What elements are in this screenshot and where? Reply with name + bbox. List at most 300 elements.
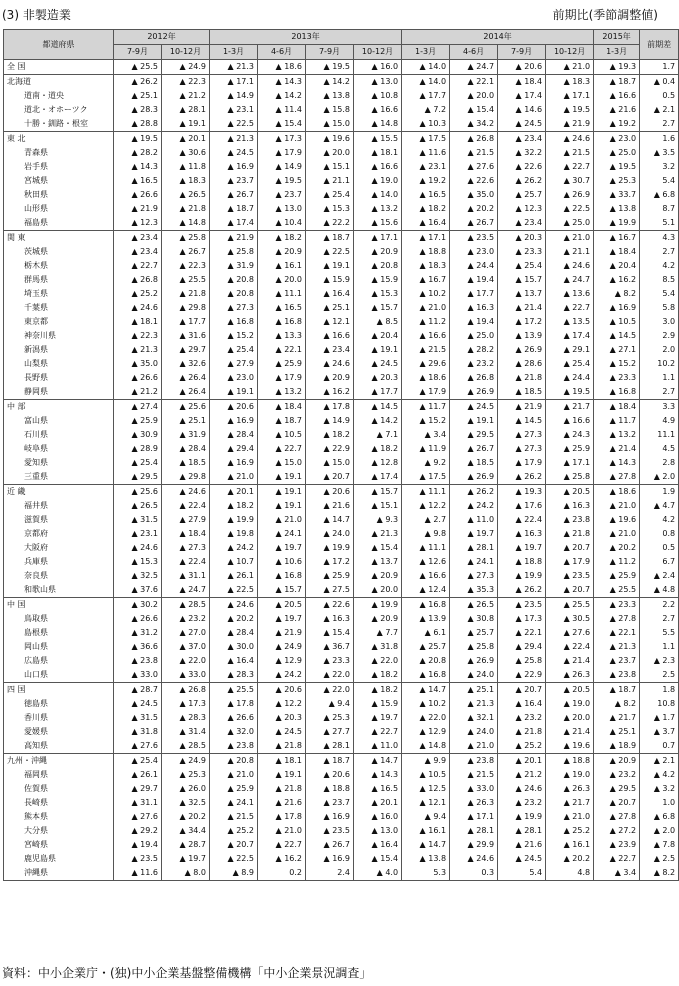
value-cell: ▲ 18.6 [402,371,450,385]
value-cell: ▲ 15.9 [354,697,402,711]
value-cell: ▲ 16.8 [210,315,258,329]
value-cell: ▲ 37.0 [162,640,210,654]
value-cell: ▲ 24.7 [450,60,498,75]
value-cell: ▲ 25.3 [306,711,354,725]
table-row [4,146,679,160]
row-label: 関 東 [4,231,114,246]
value-cell: ▲ 20.4 [354,329,402,343]
value-cell: ▲ 21.6 [258,796,306,810]
value-cell: ▲ 21.5 [450,146,498,160]
value-cell: ▲ 16.4 [354,838,402,852]
value-cell: ▲ 25.8 [210,245,258,259]
value-cell: ▲ 30.8 [450,612,498,626]
value-cell: ▲ 16.3 [546,499,594,513]
value-cell: ▲ 25.7 [498,188,546,202]
value-cell: ▲ 22.5 [306,245,354,259]
value-cell: ▲ 17.6 [498,499,546,513]
value-cell: ▲ 25.9 [546,442,594,456]
value-cell: ▲ 20.8 [210,754,258,769]
value-cell: ▲ 31.9 [162,428,210,442]
row-label: 静岡県 [4,385,114,400]
value-cell: ▲ 16.6 [306,329,354,343]
diff-cell: ▲ 2.4 [640,569,679,583]
value-cell: ▲ 24.7 [162,583,210,598]
value-cell: ▲ 13.0 [354,75,402,90]
value-cell: ▲ 22.3 [162,75,210,90]
value-cell: ▲ 31.9 [210,259,258,273]
quarter-header: 10-12月 [354,45,402,60]
value-cell: ▲ 12.9 [402,725,450,739]
value-cell: ▲ 21.8 [162,287,210,301]
value-cell: ▲ 32.6 [162,357,210,371]
value-cell: ▲ 14.0 [402,60,450,75]
year-header-2013: 2013年 [210,30,402,45]
value-cell: ▲ 27.3 [498,442,546,456]
value-cell: ▲ 25.4 [114,754,162,769]
value-cell: ▲ 13.8 [402,852,450,866]
value-cell: ▲ 19.9 [498,810,546,824]
value-cell: ▲ 19.7 [258,541,306,555]
value-cell: ▲ 8.0 [162,866,210,881]
value-cell: ▲ 19.1 [450,414,498,428]
value-cell: ▲ 27.3 [162,541,210,555]
value-cell: ▲ 33.0 [162,668,210,683]
table-row [4,768,679,782]
value-cell: ▲ 27.6 [450,160,498,174]
diff-cell: 4.2 [640,513,679,527]
row-label: 奈良県 [4,569,114,583]
value-cell: 5.4 [498,866,546,881]
value-cell: ▲ 15.7 [498,273,546,287]
value-cell: ▲ 20.8 [402,654,450,668]
value-cell: ▲ 24.2 [450,499,498,513]
value-cell: ▲ 24.6 [210,598,258,613]
region-row [4,231,679,246]
value-cell: ▲ 14.9 [258,160,306,174]
value-cell: ▲ 28.5 [162,598,210,613]
value-cell: ▲ 20.7 [210,838,258,852]
value-cell: ▲ 12.9 [258,654,306,668]
value-cell: ▲ 24.6 [162,485,210,500]
value-cell: ▲ 21.4 [546,725,594,739]
diff-cell: ▲ 6.8 [640,810,679,824]
value-cell: ▲ 24.5 [114,697,162,711]
value-cell: ▲ 31.5 [114,711,162,725]
value-cell: ▲ 36.6 [114,640,162,654]
value-cell: ▲ 11.0 [450,513,498,527]
value-cell: ▲ 23.7 [210,174,258,188]
table-row [4,612,679,626]
value-cell: ▲ 22.0 [354,654,402,668]
value-cell: ▲ 29.5 [594,782,640,796]
row-label: 徳島県 [4,697,114,711]
value-cell: ▲ 25.4 [210,343,258,357]
value-cell: ▲ 18.5 [450,456,498,470]
value-cell: ▲ 14.2 [306,75,354,90]
value-cell: ▲ 15.0 [306,456,354,470]
value-cell: ▲ 25.4 [306,188,354,202]
table-row [4,245,679,259]
value-cell: ▲ 11.1 [258,287,306,301]
value-cell: ▲ 13.2 [594,428,640,442]
value-cell: ▲ 29.4 [498,640,546,654]
value-cell: ▲ 19.1 [258,768,306,782]
row-label: 山形県 [4,202,114,216]
region-row [4,60,679,75]
value-cell: ▲ 10.7 [210,555,258,569]
value-cell: ▲ 21.3 [354,527,402,541]
table-row [4,371,679,385]
value-cell: ▲ 26.5 [162,188,210,202]
value-cell: ▲ 14.2 [258,89,306,103]
value-cell: ▲ 10.2 [402,697,450,711]
diff-cell: 2.7 [640,385,679,400]
table-row [4,640,679,654]
value-cell: ▲ 18.2 [402,202,450,216]
value-cell: ▲ 33.7 [594,188,640,202]
value-cell: ▲ 32.0 [210,725,258,739]
value-cell: ▲ 22.7 [546,301,594,315]
row-label: 全 国 [4,60,114,75]
value-cell: ▲ 21.8 [162,202,210,216]
value-cell: ▲ 18.2 [354,442,402,456]
value-cell: ▲ 23.0 [450,245,498,259]
value-cell: ▲ 19.7 [450,527,498,541]
value-cell: ▲ 25.7 [402,640,450,654]
diff-cell: 4.9 [640,414,679,428]
value-cell: ▲ 16.0 [354,810,402,824]
quarter-header: 7-9月 [498,45,546,60]
value-cell: 5.3 [402,866,450,881]
value-cell: ▲ 25.4 [546,357,594,371]
value-cell: ▲ 24.5 [354,357,402,371]
row-label: 大分県 [4,824,114,838]
diff-cell: 2.2 [640,598,679,613]
value-cell: ▲ 10.5 [258,428,306,442]
row-label: 高知県 [4,739,114,754]
value-cell: ▲ 27.3 [498,428,546,442]
value-cell: ▲ 24.5 [498,117,546,132]
table-row [4,725,679,739]
row-label: 群馬県 [4,273,114,287]
value-cell: ▲ 23.4 [498,216,546,231]
value-cell: ▲ 23.5 [546,569,594,583]
value-cell: ▲ 19.8 [210,527,258,541]
value-cell: ▲ 15.9 [354,273,402,287]
value-cell: ▲ 26.2 [498,583,546,598]
quarter-header: 4-6月 [258,45,306,60]
value-cell: ▲ 18.7 [306,754,354,769]
row-label: 十勝・釧路・根室 [4,117,114,132]
value-cell: ▲ 27.3 [210,301,258,315]
value-cell: ▲ 28.1 [306,739,354,754]
value-cell: ▲ 23.5 [114,852,162,866]
value-cell: ▲ 18.3 [546,75,594,90]
value-cell: ▲ 20.3 [258,711,306,725]
value-cell: ▲ 11.6 [114,866,162,881]
row-label: 富山県 [4,414,114,428]
value-cell: ▲ 23.2 [498,711,546,725]
value-cell: ▲ 25.0 [594,146,640,160]
value-cell: ▲ 33.0 [450,782,498,796]
value-cell: ▲ 13.6 [546,287,594,301]
value-cell: ▲ 17.1 [354,231,402,246]
value-cell: ▲ 20.6 [258,683,306,698]
value-cell: ▲ 10.4 [258,216,306,231]
value-cell: ▲ 23.8 [546,513,594,527]
value-cell: ▲ 21.6 [306,499,354,513]
value-cell: ▲ 26.9 [546,188,594,202]
value-cell: ▲ 21.2 [114,385,162,400]
value-cell: ▲ 20.9 [354,612,402,626]
diff-cell: 4.5 [640,442,679,456]
value-cell: ▲ 23.7 [306,796,354,810]
value-cell: ▲ 22.4 [162,555,210,569]
diff-cell: ▲ 2.0 [640,824,679,838]
value-cell: ▲ 21.5 [546,146,594,160]
value-cell: ▲ 23.9 [594,838,640,852]
value-cell: ▲ 19.9 [210,513,258,527]
value-cell: ▲ 22.1 [594,626,640,640]
value-cell: ▲ 31.1 [162,569,210,583]
table-row [4,626,679,640]
value-cell: ▲ 19.5 [258,174,306,188]
value-cell: ▲ 26.1 [114,768,162,782]
value-cell: ▲ 22.9 [306,442,354,456]
value-cell: ▲ 18.8 [546,754,594,769]
value-cell: ▲ 18.5 [498,385,546,400]
value-cell: ▲ 19.0 [354,174,402,188]
value-cell: ▲ 19.1 [162,117,210,132]
row-label: 福井県 [4,499,114,513]
value-cell: ▲ 22.5 [210,852,258,866]
value-cell: ▲ 27.3 [450,569,498,583]
region-row [4,754,679,769]
table-row [4,259,679,273]
value-cell: ▲ 14.7 [402,683,450,698]
value-cell: ▲ 21.9 [210,231,258,246]
value-cell: ▲ 21.7 [594,711,640,725]
value-cell: ▲ 19.9 [354,598,402,613]
diff-cell: 2.9 [640,329,679,343]
value-cell: ▲ 27.7 [306,725,354,739]
value-cell: ▲ 17.3 [498,612,546,626]
value-cell: ▲ 15.8 [306,103,354,117]
value-cell: ▲ 23.2 [594,768,640,782]
diff-cell: 0.8 [640,527,679,541]
value-cell: ▲ 20.6 [498,60,546,75]
diff-cell: ▲ 2.1 [640,103,679,117]
row-label: 道北・オホーツク [4,103,114,117]
value-cell: ▲ 22.0 [306,668,354,683]
value-cell: ▲ 6.1 [402,626,450,640]
value-cell: ▲ 10.3 [402,117,450,132]
value-cell: ▲ 25.9 [594,569,640,583]
value-cell: ▲ 24.5 [450,400,498,415]
value-cell: ▲ 22.1 [498,626,546,640]
row-label: 鳥取県 [4,612,114,626]
row-label: 愛知県 [4,456,114,470]
row-label: 沖縄県 [4,866,114,881]
value-cell: ▲ 26.7 [210,188,258,202]
value-cell: ▲ 27.6 [114,739,162,754]
value-cell: ▲ 29.2 [114,824,162,838]
diff-cell: 1.9 [640,485,679,500]
row-label: 広島県 [4,654,114,668]
value-cell: ▲ 14.7 [402,838,450,852]
value-cell: ▲ 32.5 [162,796,210,810]
value-cell: ▲ 30.9 [114,428,162,442]
value-cell: ▲ 31.6 [162,329,210,343]
value-cell: ▲ 26.3 [546,782,594,796]
quarter-header: 7-9月 [306,45,354,60]
value-cell: ▲ 35.0 [114,357,162,371]
value-cell: ▲ 20.0 [354,583,402,598]
value-cell: ▲ 25.8 [450,640,498,654]
value-cell: ▲ 19.5 [594,160,640,174]
value-cell: ▲ 23.8 [450,754,498,769]
diff-cell: 4.3 [640,231,679,246]
value-cell: ▲ 22.0 [306,683,354,698]
value-cell: ▲ 18.1 [354,146,402,160]
diff-cell: 0.5 [640,89,679,103]
value-cell: ▲ 21.7 [546,796,594,810]
value-cell: ▲ 15.1 [354,499,402,513]
value-cell: ▲ 25.6 [162,400,210,415]
value-cell: ▲ 28.3 [114,103,162,117]
value-cell: ▲ 20.9 [354,569,402,583]
value-cell: ▲ 26.9 [450,654,498,668]
value-cell: ▲ 28.6 [498,357,546,371]
value-cell: ▲ 19.9 [306,541,354,555]
diff-cell: 5.1 [640,216,679,231]
value-cell: ▲ 21.4 [594,442,640,456]
value-cell: ▲ 11.4 [258,103,306,117]
value-cell: ▲ 27.2 [594,824,640,838]
value-cell: ▲ 28.9 [114,442,162,456]
value-cell: ▲ 17.7 [450,287,498,301]
value-cell: ▲ 21.4 [498,301,546,315]
value-cell: ▲ 26.6 [114,188,162,202]
value-cell: ▲ 21.4 [546,654,594,668]
value-cell: ▲ 28.3 [162,711,210,725]
value-cell: ▲ 26.6 [114,612,162,626]
value-cell: ▲ 16.6 [354,160,402,174]
diff-cell: 0.7 [640,739,679,754]
value-cell: ▲ 18.9 [594,739,640,754]
value-cell: ▲ 17.4 [210,216,258,231]
value-cell: ▲ 26.8 [162,683,210,698]
value-cell: ▲ 18.7 [210,202,258,216]
value-cell: ▲ 23.2 [162,612,210,626]
region-row [4,400,679,415]
value-cell: ▲ 16.8 [402,598,450,613]
value-cell: ▲ 23.5 [450,231,498,246]
table-row [4,414,679,428]
value-cell: ▲ 17.7 [354,385,402,400]
value-cell: ▲ 22.1 [450,75,498,90]
row-label: 山梨県 [4,357,114,371]
value-cell: ▲ 11.9 [402,442,450,456]
value-cell: ▲ 22.3 [114,329,162,343]
value-cell: ▲ 19.1 [258,485,306,500]
value-cell: ▲ 16.3 [306,612,354,626]
value-cell: ▲ 7.2 [402,103,450,117]
table-row [4,555,679,569]
value-cell: ▲ 17.4 [498,89,546,103]
value-cell: ▲ 10.6 [258,555,306,569]
value-cell: ▲ 26.8 [450,132,498,147]
value-cell: ▲ 3.4 [594,866,640,881]
value-cell: ▲ 20.6 [306,485,354,500]
value-cell: ▲ 20.5 [546,683,594,698]
table-row [4,329,679,343]
value-cell: ▲ 25.2 [546,824,594,838]
row-label: 中 国 [4,598,114,613]
value-cell: ▲ 8.2 [594,697,640,711]
table-row [4,428,679,442]
value-cell: ▲ 17.1 [546,456,594,470]
value-cell: ▲ 23.3 [594,598,640,613]
value-cell: ▲ 18.8 [402,245,450,259]
table-row [4,343,679,357]
value-cell: ▲ 17.2 [498,315,546,329]
value-cell: ▲ 21.5 [450,768,498,782]
value-cell: ▲ 20.7 [594,796,640,810]
diff-cell: 2.7 [640,612,679,626]
row-label: 宮城県 [4,174,114,188]
quarter-header: 10-12月 [162,45,210,60]
value-cell: ▲ 13.8 [306,89,354,103]
value-cell: ▲ 14.8 [402,739,450,754]
value-cell: ▲ 25.8 [546,470,594,485]
value-cell: ▲ 25.5 [162,273,210,287]
value-cell: ▲ 20.1 [210,485,258,500]
value-cell: ▲ 33.0 [114,668,162,683]
diff-cell: 1.6 [640,132,679,147]
value-cell: ▲ 17.9 [258,371,306,385]
value-cell: ▲ 21.2 [498,768,546,782]
value-cell: ▲ 24.2 [258,668,306,683]
value-cell: ▲ 25.2 [114,287,162,301]
value-cell: ▲ 35.0 [450,188,498,202]
value-cell: ▲ 17.5 [402,470,450,485]
value-cell: ▲ 20.1 [498,754,546,769]
value-cell: ▲ 21.6 [498,838,546,852]
value-cell: ▲ 25.3 [162,768,210,782]
diff-cell: 1.7 [640,60,679,75]
value-cell: ▲ 20.4 [594,259,640,273]
value-cell: ▲ 35.3 [450,583,498,598]
value-cell: ▲ 20.0 [546,711,594,725]
value-cell: ▲ 21.8 [546,527,594,541]
value-cell: ▲ 8.9 [210,866,258,881]
value-cell: ▲ 18.5 [162,456,210,470]
value-cell: ▲ 20.0 [450,89,498,103]
value-cell: ▲ 21.3 [210,132,258,147]
value-cell: ▲ 17.3 [258,132,306,147]
value-cell: ▲ 19.7 [354,711,402,725]
value-cell: ▲ 23.5 [498,598,546,613]
value-cell: ▲ 20.3 [498,231,546,246]
table-row [4,470,679,485]
value-cell: ▲ 12.5 [402,782,450,796]
value-cell: ▲ 28.1 [450,824,498,838]
value-cell: ▲ 20.9 [258,245,306,259]
value-cell: ▲ 17.7 [162,315,210,329]
value-cell: 0.2 [258,866,306,881]
value-cell: ▲ 19.4 [114,838,162,852]
